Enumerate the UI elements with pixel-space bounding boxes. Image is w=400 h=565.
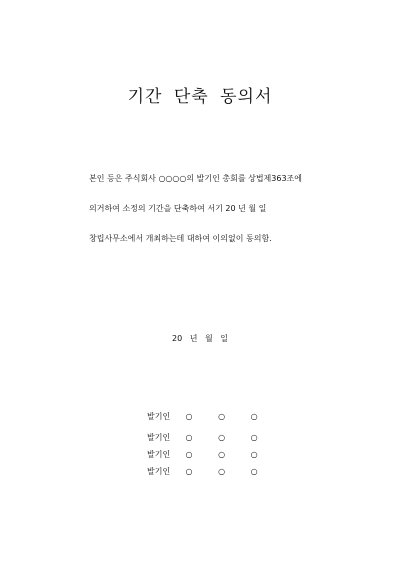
body-line-3: 창립사무소에서 개최하는데 대하여 이의없이 동의함. [89,234,272,243]
name-placeholder-mark: ○ [185,450,193,459]
name-placeholder-mark: ○ [218,433,226,442]
name-placeholder-mark: ○ [218,450,226,459]
name-placeholder-mark: ○ [218,467,226,476]
name-placeholder-mark: ○ [185,412,193,421]
body-line-2: 의거하여 소정의 기간을 단축하여 서기 20 년 월 일 [89,204,267,213]
seal-placeholder-mark: ○ [250,467,258,476]
signatory-label: 발기인 [147,433,171,442]
name-placeholder-mark: ○ [185,467,193,476]
seal-placeholder-mark: ○ [250,433,258,442]
signatory-label: 발기인 [147,412,171,421]
seal-placeholder-mark: ○ [250,412,258,421]
body-line-1: 본인 등은 주식회사 ○○○○의 발기인 총회를 상법제363조에 [89,174,303,183]
seal-placeholder-mark: ○ [250,450,258,459]
signatory-row [147,411,281,422]
name-placeholder-mark: ○ [218,412,226,421]
document-title: 기간 단축 동의서 [127,87,273,107]
signatory-row [147,432,281,443]
name-placeholder-mark: ○ [185,433,193,442]
signatory-label: 발기인 [147,450,171,459]
signatory-label: 발기인 [147,467,171,476]
signatory-row [147,466,281,477]
date-line: 20 년 월 일 [172,334,228,343]
signatory-row [147,449,281,460]
